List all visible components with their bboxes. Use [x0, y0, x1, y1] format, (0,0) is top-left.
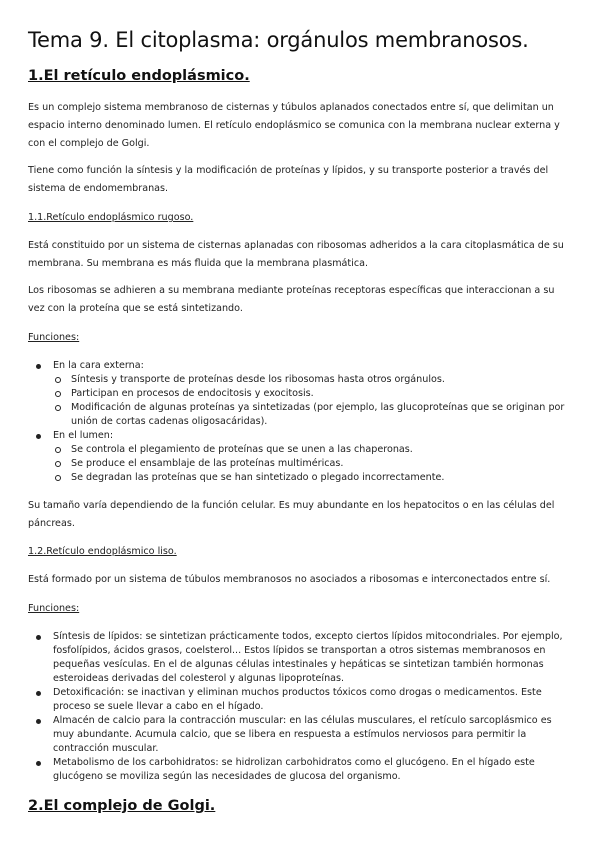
group-label-lumen: En el lumen: — [53, 430, 114, 441]
list-item: Síntesis y transporte de proteínas desde los ribosomas hasta otros orgánulos. — [53, 373, 572, 387]
list-item — [28, 359, 572, 429]
rugoso-paragraph-3: Su tamaño varía dependiendo de la función celular. Es muy abundante en los hepatocitos o en las células del páncreas. — [28, 500, 555, 529]
list-item: Síntesis de lípidos: se sintetizan prácticamente todos, excepto ciertos lípidos mitocondriales. Por ejemplo, fosfolípidos, ácidos grasos, coelsterol... Estos lípidos se transportan a otros sistemas membranosos en pequeñas vesículas. En el de algunas células intestinales y hepáticas se sintetizan también hormonas esteroideas derivadas del colesterol y algunas lipoproteínas. — [28, 630, 572, 686]
rugoso-funciones-list — [28, 359, 572, 485]
list-item: Almacén de calcio para la contracción muscular: en las células musculares, el retículo sarcoplásmico es muy abundante. Acumula calcio, que se libera en respuesta a estímulos nerviosos para permitir la contracción muscular. — [28, 714, 572, 756]
liso-funciones-label: Funciones: — [28, 603, 80, 614]
sublist-cara-externa — [53, 373, 572, 429]
list-item — [28, 429, 572, 485]
list-item: Modificación de algunas proteínas ya sintetizadas (por ejemplo, las glucoproteínas que se originan por unión de cortas cadenas oligosacáridas). — [53, 401, 572, 429]
rugoso-paragraph-2: Los ribosomas se adhieren a su membrana mediante proteínas receptoras específicas que interaccionan a su vez con la proteína que se está sintetizando. — [28, 285, 555, 314]
liso-funciones-list — [28, 630, 572, 784]
group-label-cara-externa: En la cara externa: — [53, 360, 144, 371]
intro-paragraph-2: Tiene como función la síntesis y la modificación de proteínas y lípidos, y su transporte posterior a través del sistema de endomembranas. — [28, 165, 549, 194]
sublist-lumen — [53, 443, 572, 485]
page-title: Tema 9. El citoplasma: orgánulos membranosos. — [28, 28, 529, 52]
list-item: Se controla el plegamiento de proteínas que se unen a las chaperonas. — [53, 443, 572, 457]
list-item: Participan en procesos de endocitosis y exocitosis. — [53, 387, 572, 401]
subheading-liso: 1.2.Retículo endoplásmico liso. — [28, 546, 177, 557]
list-item: Detoxificación: se inactivan y eliminan muchos productos tóxicos como drogas o medicamentos. Este proceso se suele llevar a cabo en el hígado. — [28, 686, 572, 714]
section-heading-golgi: 2.El complejo de Golgi. — [28, 798, 216, 814]
liso-paragraph-1: Está formado por un sistema de túbulos membranosos no asociados a ribosomas e interconectados entre sí. — [28, 574, 551, 585]
rugoso-funciones-label: Funciones: — [28, 332, 80, 343]
rugoso-paragraph-1: Está constituido por un sistema de cisternas aplanadas con ribosomas adheridos a la cara citoplasmática de su membrana. Su membrana es más fluida que la membrana plasmática. — [28, 240, 564, 269]
list-item: Se produce el ensamblaje de las proteínas multiméricas. — [53, 457, 572, 471]
intro-paragraph-1: Es un complejo sistema membranoso de cisternas y túbulos aplanados conectados entre sí, que delimitan un espacio interno denominado lumen. El retículo endoplásmico se comunica con la membrana nuclear externa y con el complejo de Golgi. — [28, 102, 560, 149]
list-item: Se degradan las proteínas que se han sintetizado o plegado incorrectamente. — [53, 471, 572, 485]
list-item: Metabolismo de los carbohidratos: se hidrolizan carbohidratos como el glucógeno. En el hígado este glucógeno se moviliza según las necesidades de glucosa del organismo. — [28, 756, 572, 784]
subheading-rugoso: 1.1.Retículo endoplásmico rugoso. — [28, 212, 194, 223]
section-heading-reticulo: 1.El retículo endoplásmico. — [28, 68, 250, 84]
